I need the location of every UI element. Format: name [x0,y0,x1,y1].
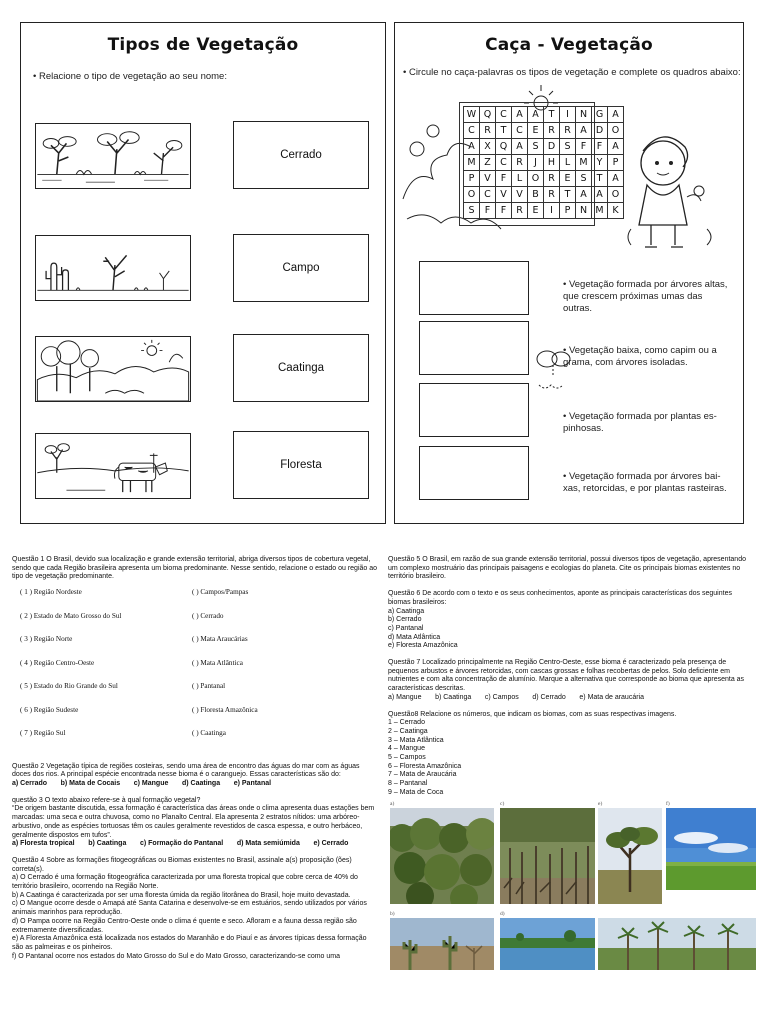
photo-atlantic-forest [390,808,494,904]
description-2: • Vegetação baixa, como capim ou a grama, com árvores isoladas. [563,345,717,368]
word-search-cell[interactable]: M [464,155,480,171]
word-search-cell[interactable]: V [512,187,528,203]
match-right-item[interactable]: ( ) Cerrado [192,611,224,620]
word-search-cell[interactable]: F [480,203,496,219]
question-8-item: 9 – Mata de Coca [388,788,444,796]
name-box-campo: Campo [233,234,369,302]
match-right-item[interactable]: ( ) Mata Araucárias [192,635,248,644]
word-search-cell[interactable]: O [608,187,624,203]
worksheet-vegetation-types [20,22,386,524]
question-6-text: Questão 6 De acordo com o texto e os seus conhecimentos, aponte as principais características dos seguintes biomas brasileiros: [388,590,732,606]
word-search-cell[interactable]: N [576,107,592,123]
word-search-cell[interactable]: K [608,203,624,219]
word-search-row [464,107,624,123]
word-search-cell[interactable]: L [512,171,528,187]
word-search-cell[interactable]: E [528,203,544,219]
word-search-cell[interactable]: A [512,107,528,123]
question-8-item: 3 – Mata Atlântica [388,736,444,744]
word-search-cell[interactable]: X [480,139,496,155]
question-6-item: b) Cerrado [388,616,422,624]
worksheet-instruction: • Circule no caça-palavras os tipos de vegetação e complete os quadros abaixo: [403,67,741,78]
question-2-options[interactable]: a) Cerrado b) Mata de Cocais c) Mangue d) Caatinga e) Pantanal [12,780,272,788]
match-right-item[interactable]: ( ) Floresta Amazônica [192,705,258,714]
word-search-cell[interactable]: S [560,139,576,155]
match-left-item: ( 1 ) Região Nordeste [20,588,82,597]
illustration-field-cow-scene [35,433,191,499]
photo-mangrove [500,808,595,904]
match-left-item: ( 7 ) Região Sul [20,729,66,738]
question-4-item[interactable]: c) O Mangue ocorre desde o Amapá até Santa Catarina e desenvolve-se em estuários, sendo utilizados por vários animais marinhos para reprodução. [12,900,367,917]
photo-pantanal [500,918,595,970]
photo-label: a) [390,800,395,807]
match-right-item[interactable]: ( ) Caatinga [192,729,226,738]
word-search-cell[interactable]: A [608,171,624,187]
word-search-row [464,123,624,139]
word-search-cell[interactable]: R [544,123,560,139]
word-search-cell[interactable]: Y [592,155,608,171]
question-1 [12,556,378,753]
photo-caatinga [390,918,494,970]
match-right-item[interactable]: ( ) Pantanal [192,682,226,691]
photo-label: d) [500,910,505,917]
worksheet-instruction: • Relacione o tipo de vegetação ao seu nome: [33,71,227,82]
question-8-item: 4 – Mangue [388,745,425,753]
question-1-match-list [12,588,378,753]
word-search-cell[interactable]: A [592,187,608,203]
word-search-cell[interactable]: R [544,187,560,203]
word-search-row [464,187,624,203]
question-3 [12,797,378,849]
question-3-options[interactable]: a) Floresta tropical b) Caatinga c) Formação do Pantanal d) Mata semiúmida e) Cerrado [12,840,349,848]
word-search-cell[interactable]: Q [496,139,512,155]
word-search-cell[interactable]: F [592,139,608,155]
match-row [12,706,378,730]
word-search-cell[interactable]: G [592,107,608,123]
word-search-cell[interactable]: D [544,139,560,155]
question-4-item[interactable]: b) A Caatinga é caracterizada por ser uma floresta úmida da região litorânea do Brasil, hoje muito devastada. [12,891,351,899]
word-search-cell[interactable]: C [464,123,480,139]
answer-box-2[interactable] [419,321,529,375]
question-6 [388,590,756,651]
question-7-text: Questão 7 Localizado principalmente na Região Centro-Oeste, esse bioma é caracterizado pela presença de pequenos arbustos e árvores retorcidas, com cascas grossas e folhas recobertas de pelos. Solo deficiente em nutrientes e com alta concentração de alumínio. Marque a alternativa que corresponde ao bioma que apresenta as características descritas. [388,659,745,693]
match-right-item[interactable]: ( ) Mata Atlântica [192,658,243,667]
word-search-cell[interactable]: A [576,123,592,139]
word-search-cell[interactable]: A [608,139,624,155]
illustration-forest-scene [35,336,191,402]
description-3: • Vegetação formada por plantas es-pinhosas. [563,411,717,434]
word-search-row [464,139,624,155]
word-search-cell[interactable]: C [480,187,496,203]
match-left-item: ( 3 ) Região Norte [20,635,73,644]
questions-left-column [12,556,378,969]
word-search-cell[interactable]: A [464,139,480,155]
word-search-cell[interactable]: R [560,123,576,139]
word-search-cell[interactable]: Q [480,107,496,123]
photo-grassland [666,808,756,890]
question-5 [388,556,756,582]
answer-box-3[interactable] [419,383,529,437]
match-right-item[interactable]: ( ) Campos/Pampas [192,588,249,597]
word-search-row [464,203,624,219]
question-8-item: 6 – Floresta Amazônica [388,762,462,770]
question-4-item[interactable]: a) O Cerrado é uma formação fitogeográfica caracterizada por uma floresta tropical que cobre cerca de 40% do território brasileiro, ocorrendo na Região Norte. [12,874,358,891]
word-search-cell[interactable]: R [512,203,528,219]
word-search-cell[interactable]: P [560,203,576,219]
worksheet-title: Tipos de Vegetação [107,35,299,55]
word-search-cell[interactable]: A [608,107,624,123]
question-2-text: Questão 2 Vegetação típica de regiões costeiras, sendo uma área de encontro das águas do mar com as águas doces dos rios. A principal espécie encontrada nesse bioma é o caranguejo. Essas características são do: [12,762,360,779]
question-8-item: 1 – Cerrado [388,719,425,727]
word-search-cell[interactable]: A [512,139,528,155]
question-8 [388,711,756,798]
photo-palm-forest [598,918,756,970]
word-search-cell[interactable]: M [576,155,592,171]
word-search-cell[interactable]: H [544,155,560,171]
match-row [12,635,378,659]
question-7-options[interactable]: a) Mangue b) Caatinga c) Campos d) Cerrado e) Mata de araucária [388,693,644,701]
question-4 [12,857,378,961]
question-8-text: Questão8 Relacione os números, que indicam os biomas, com as suas respectivas imagens. [388,710,677,718]
word-search-cell[interactable]: T [592,171,608,187]
word-search-cell[interactable]: O [528,171,544,187]
word-search-cell[interactable]: Z [480,155,496,171]
word-search-cell[interactable]: O [464,187,480,203]
word-search-grid [463,106,624,219]
word-search-cell[interactable]: S [528,139,544,155]
match-left-item: ( 6 ) Região Sudeste [20,705,79,714]
word-search-cell[interactable]: F [496,171,512,187]
match-row [12,588,378,612]
match-row [12,729,378,753]
butterfly-doodle-icon [533,345,573,395]
word-search-cell[interactable]: T [560,187,576,203]
word-search-cell[interactable]: V [496,187,512,203]
word-search-cell[interactable]: B [528,187,544,203]
question-6-item: d) Mata Atlântica [388,633,441,641]
question-8-item: 2 – Caatinga [388,727,428,735]
word-search-cell[interactable]: T [544,107,560,123]
question-4-text: Questão 4 Sobre as formações fitogeográficas ou Biomas existentes no Brasil, assinale a(s) proposição (ões) correta(s). [12,856,352,873]
word-search-cell[interactable]: M [592,203,608,219]
word-search-cell[interactable]: P [464,171,480,187]
word-search-cell[interactable]: R [512,155,528,171]
match-row [12,682,378,706]
word-search-cell[interactable]: A [528,107,544,123]
word-search-cell[interactable]: C [496,107,512,123]
word-search-cell[interactable]: S [576,171,592,187]
biome-photo-grid [388,800,756,970]
photo-cerrado-tree [598,808,662,904]
word-search-row [464,171,624,187]
photo-label: c) [500,800,505,807]
question-2 [12,763,378,789]
word-search-cell[interactable]: V [480,171,496,187]
question-1-text: Questão 1 O Brasil, devido sua localização e grande extensão territorial, abriga diversos tipos de cobertura vegetal, sendo que cada Região brasileira apresenta um bioma predominante. Nesse sentido, relacione o estado ou região ao tipo de vegetação predominante. [12,556,378,581]
word-search-cell[interactable]: A [576,187,592,203]
description-1: • Vegetação formada por árvores altas, que crescem próximas umas das outras. [563,279,728,314]
word-search-cell[interactable]: W [464,107,480,123]
worksheet-title: Caça - Vegetação [485,35,653,55]
word-search-cell[interactable]: D [592,123,608,139]
question-8-item: 8 – Pantanal [388,780,428,788]
photo-label: f) [666,800,670,807]
match-left-item: ( 2 ) Estado de Mato Grosso do Sul [20,611,122,620]
answer-box-1[interactable] [419,261,529,315]
word-search-cell[interactable]: I [544,203,560,219]
match-row [12,612,378,636]
word-search-cell[interactable]: O [608,123,624,139]
word-search-cell[interactable]: E [560,171,576,187]
name-box-floresta: Floresta [233,431,369,499]
questions-right-column [388,556,756,970]
word-search-cell[interactable]: R [544,171,560,187]
word-search-cell[interactable]: P [608,155,624,171]
word-search-cell[interactable]: C [512,123,528,139]
word-search-cell[interactable]: N [576,203,592,219]
question-6-item: c) Pantanal [388,624,424,632]
word-search-row [464,155,624,171]
illustration-cerrado-scene [35,123,191,189]
word-search-cell[interactable]: F [496,203,512,219]
word-search-cell[interactable]: F [576,139,592,155]
word-search-cell[interactable]: R [480,123,496,139]
match-row [12,659,378,683]
question-6-item: e) Floresta Amazônica [388,642,458,650]
word-search-cell[interactable]: T [496,123,512,139]
word-search-cell[interactable]: S [464,203,480,219]
photo-label: b) [390,910,395,917]
name-box-caatinga: Caatinga [233,334,369,402]
match-left-item: ( 5 ) Estado do Rio Grande do Sul [20,682,118,691]
question-7 [388,659,756,703]
word-search-cell[interactable]: E [528,123,544,139]
question-6-item: a) Caatinga [388,607,425,615]
word-search-cell[interactable]: L [560,155,576,171]
question-3-text: questão 3 O texto abaixo refere-se à qual formação vegetal? [12,796,201,804]
answer-box-4[interactable] [419,446,529,500]
word-search-cell[interactable]: C [496,155,512,171]
question-4-item[interactable]: d) O Pampa ocorre na Região Centro-Oeste onde o clima é quente e seco. Afloram e a fauna dessa região são extremamente diversificadas. [12,917,357,934]
match-left-item: ( 4 ) Região Centro-Oeste [20,658,95,667]
description-4: • Vegetação formada por árvores bai-xas, retorcidas, e por plantas rasteiras. [563,471,727,494]
question-8-item: 7 – Mata de Araucária [388,771,457,779]
question-8-item: 5 – Campos [388,754,426,762]
question-5-text: Questão 5 O Brasil, em razão de sua grande extensão territorial, possui diversos tipos de vegetação, apresentando um complexo mostruário das principais paisagens e ecologias do planeta. Cite os principais biomas existentes no território brasileiro. [388,556,746,581]
photo-label: e) [598,800,603,807]
question-4-item[interactable]: f) O Pantanal ocorre nos estados do Mato Grosso do Sul e do Mato Grosso, caracterizando-se como uma [12,952,340,960]
illustration-caatinga-scene [35,235,191,301]
worksheet-word-search [394,22,744,524]
word-search-cell[interactable]: I [560,107,576,123]
word-search-cell[interactable]: J [528,155,544,171]
name-box-cerrado: Cerrado [233,121,369,189]
question-4-item[interactable]: e) A Floresta Amazônica está localizada nos estados do Maranhão e do Piauí e as árvores típicas dessa formação são as palmeiras e os pinheiros. [12,935,367,951]
question-3-quote: “De origem bastante discutida, essa formação é característica das áreas onde o clima apresenta duas estações bem marcadas: uma seca e outra chuvosa, como no Planalto Central. Ela apresenta 2 estratos nítidos: uma arbóreo-arbustivo, onde as espécies tortuosas têm os caules geralmente revestidos de casca espessa, e outro herbáceo, geralmente dispostos em tufos”. [12,805,375,839]
